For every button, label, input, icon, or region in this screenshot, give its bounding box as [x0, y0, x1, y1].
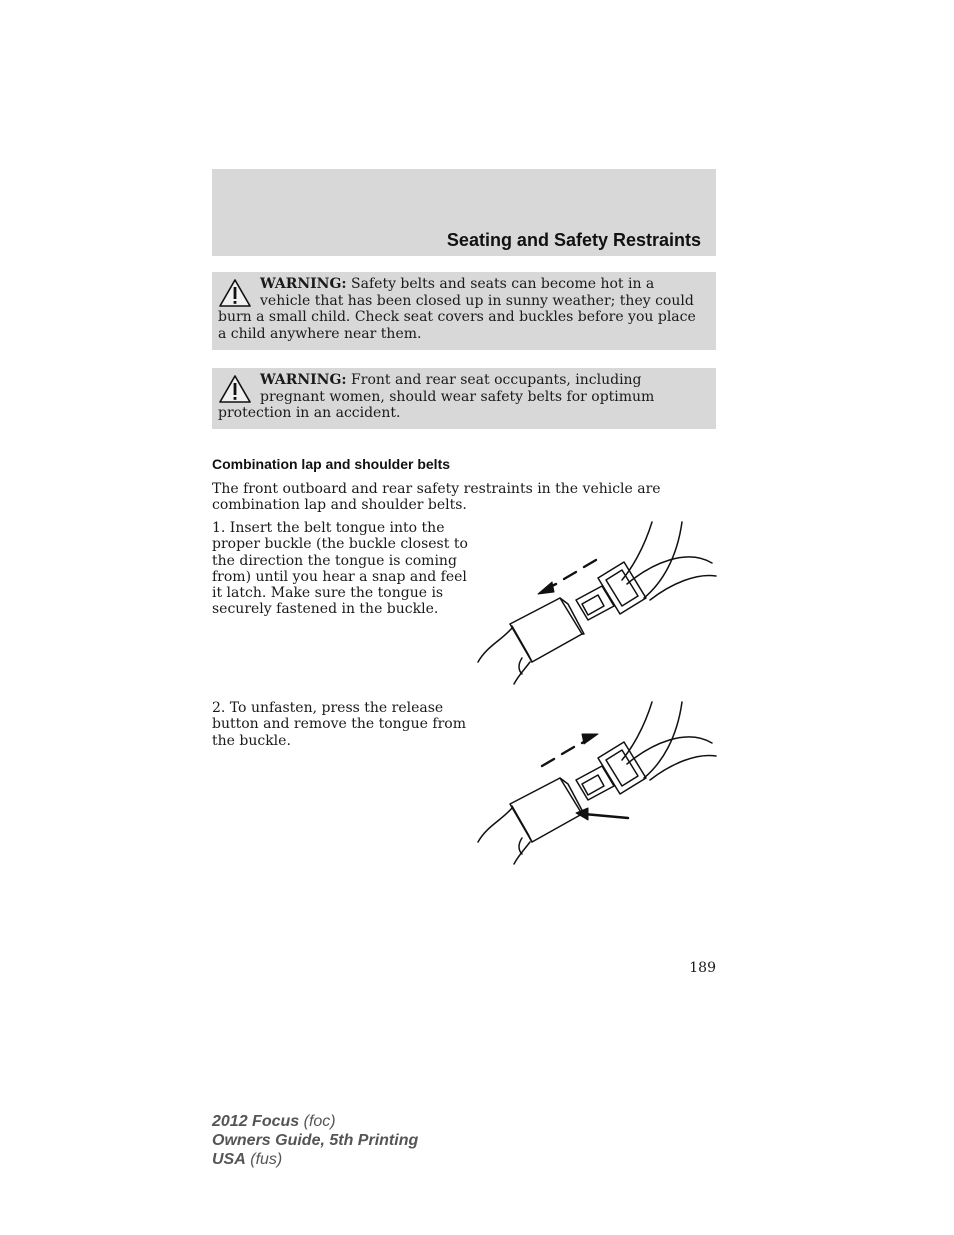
footer-market-code: (fus)	[250, 1151, 283, 1168]
footer-market: USA	[212, 1151, 246, 1168]
step-2-paragraph: 2. To unfasten, press the release button and remove the tongue from the buckle.	[212, 700, 466, 749]
footer-model: 2012 Focus	[212, 1113, 300, 1130]
step-1-paragraph: 1. Insert the belt tongue into the proper buckle (the buckle closest to the direction the tongue is coming from) until you hear a snap and feel it latch. Make sure the tongue is securely fastened in the buckle.	[212, 520, 468, 618]
section-header-band	[212, 169, 716, 256]
warning-triangle-icon	[218, 278, 252, 308]
warning-triangle-icon	[218, 374, 252, 404]
page-title: Seating and Safety Restraints	[446, 230, 701, 250]
warning-text: Front and rear seat occupants, including pregnant women, should wear safety belts for optimum protection in an accident.	[218, 372, 655, 421]
warning-text: Safety belts and seats can become hot in a vehicle that has been closed up in sunny weather; they could burn a small child. Check seat covers and buckles before you place a child anywhere near them.	[218, 276, 696, 342]
belt-release-illustration	[472, 698, 718, 868]
page-number: 189	[689, 960, 716, 976]
intro-paragraph: The front outboard and rear safety restraints in the vehicle are combination lap and shoulder belts.	[212, 481, 661, 514]
document-footer	[212, 1112, 418, 1169]
warning-label: WARNING:	[260, 276, 347, 292]
warning-box-hot-belts	[212, 272, 716, 350]
footer-line-2	[212, 1131, 418, 1150]
belt-insert-illustration	[472, 518, 718, 688]
footer-model-code: (foc)	[303, 1113, 336, 1130]
warning-box-wear-belts	[212, 368, 716, 429]
footer-guide: Owners Guide, 5th Printing	[212, 1132, 419, 1149]
warning-label: WARNING:	[260, 372, 347, 388]
section-heading: Combination lap and shoulder belts	[212, 456, 451, 472]
footer-line-3	[212, 1150, 418, 1169]
footer-line-1	[212, 1112, 418, 1131]
